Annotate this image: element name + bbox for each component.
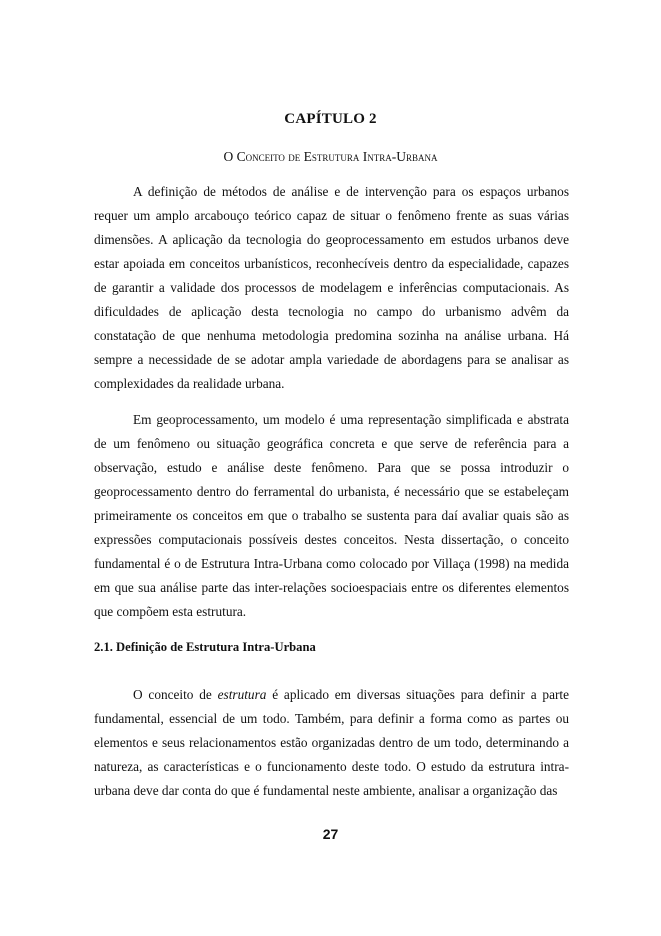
page-number: 27 <box>322 826 339 842</box>
chapter-label: CAPÍTULO 2 <box>284 111 377 127</box>
paragraph: Em geoprocessamento, um modelo é uma representação simplificada e abstrata de um fenômeno ou situação geográfica concreta e que serve de referência para a observação, estudo e análise deste fenômeno. Para que se possa introduzir o geoprocessamento dentro do ferramental do urbanista, é necessário que se estabeleçam primeiramente os conceitos em que o trabalho se sustenta para daí avaliar quais são as expressões computacionais possíveis destes conceitos. Nesta dissertação, o conceito fundamental é o de Estrutura Intra-Urbana como colocado por Villaça (1998) na medida em que sua análise parte das inter-relações socioespaciais entre os diferentes elementos que compõem esta estrutura. <box>94 412 569 619</box>
chapter-title: O Conceito de Estrutura Intra-Urbana <box>223 149 438 164</box>
section-paragraph <box>94 683 569 803</box>
paragraph: A definição de métodos de análise e de intervenção para os espaços urbanos requer um amplo arcabouço teórico capaz de situar o fenômeno frente as suas várias dimensões. A aplicação da tecnologia do geoprocessamento em estudos urbanos deve estar apoiada em conceitos urbanísticos, reconhecíveis dentro da especialidade, capazes de garantir a validade dos processos de modelagem e inferências computacionais. As dificuldades de aplicação desta tecnologia no campo do urbanismo advêm da constatação de que nenhuma metodologia predomina sozinha na análise urbana. Há sempre a necessidade de se adotar ampla variedade de abordagens para se analisar as complexidades da realidade urbana. <box>94 184 569 391</box>
paragraph-text-start: O conceito de <box>133 687 218 702</box>
emphasized-term: estrutura <box>217 687 267 702</box>
paragraph-text-rest: é aplicado em diversas situações para definir a parte fundamental, essencial de um todo. Também, para definir a forma como as partes ou elementos e seus relacionamentos estão organizadas dentro de um todo, determinando a natureza, as características e o funcionamento deste todo. O estudo da estrutura intra-urbana deve dar conta do que é fundamental neste ambiente, analisar a organização das <box>94 687 570 798</box>
section-heading: 2.1. Definição de Estrutura Intra-Urbana <box>94 640 316 654</box>
